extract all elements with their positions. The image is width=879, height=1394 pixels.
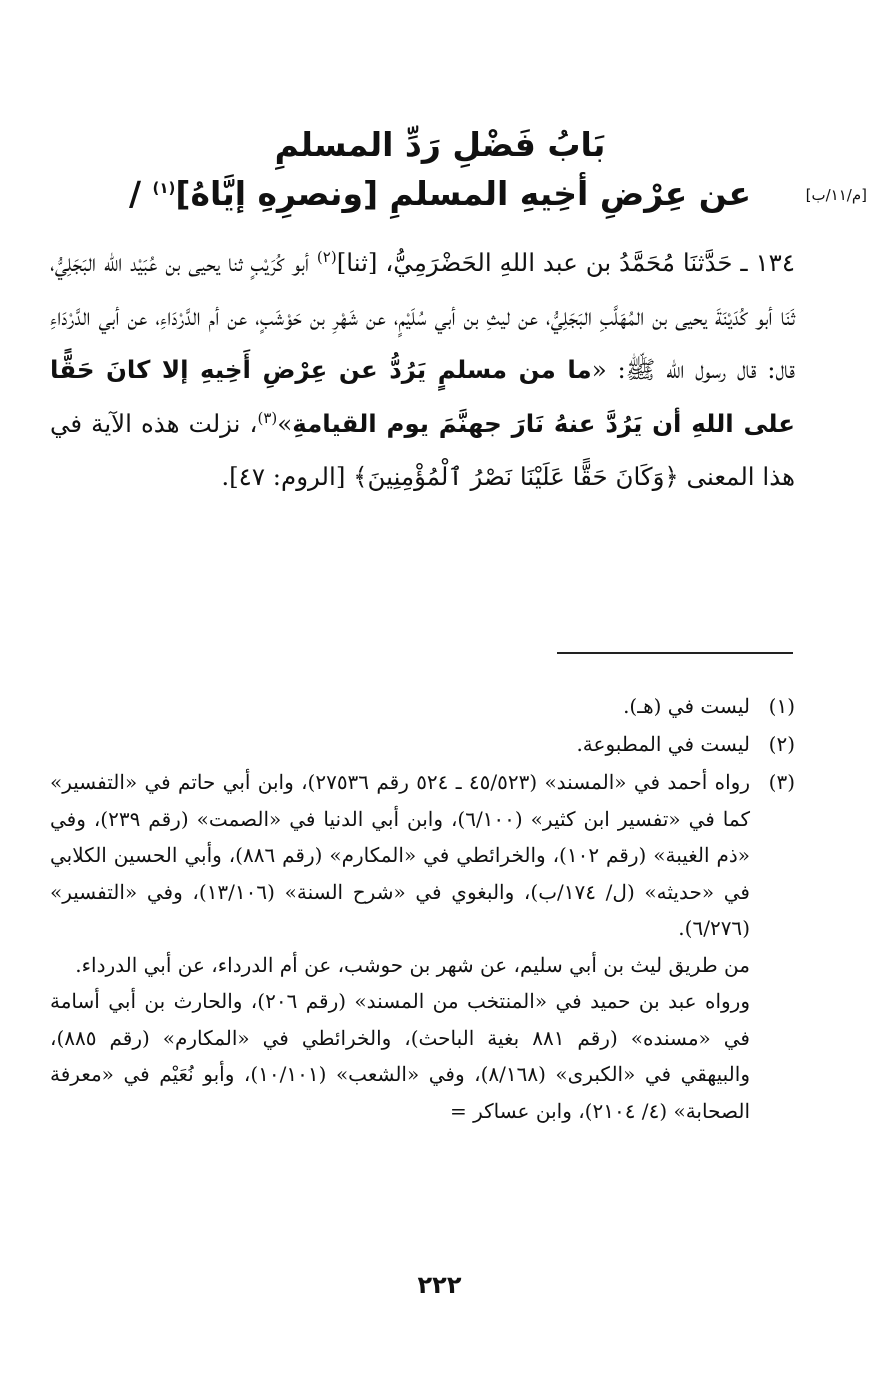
footnote-2	[50, 726, 795, 763]
folio-break-mark: /	[128, 174, 142, 213]
page-number: ٢٢٢	[417, 1271, 462, 1299]
footnote-1	[50, 688, 795, 725]
footnote-number: (٣)	[768, 770, 795, 794]
footnote-text: ليست في (هـ).	[623, 694, 750, 718]
hadith-chain-start: ١٣٤ ـ حَدَّثنَا مُحَمَّدُ بن عبد اللهِ الحَضْرَمِيُّ، [ثنا]	[336, 248, 795, 277]
footnote-marker-1: (١)	[152, 179, 176, 197]
footnote-paragraph-2: من طريق ليث بن أبي سليم، عن شهر بن حوشب، عن أم الدرداء، عن أبي الدرداء.	[75, 952, 750, 977]
footnote-marker-2: (٢)	[316, 247, 337, 266]
footnote-number: (٢)	[768, 732, 795, 756]
chapter-title-text: عن عِرْضِ أخِيهِ المسلمِ [ونصرِهِ إيَّاهُ]	[175, 174, 752, 213]
footnote-3	[50, 764, 795, 1129]
hadith-text	[50, 236, 795, 504]
footnote-number: (١)	[768, 694, 795, 718]
hadith-chain: أبو كُرَيْبٍ ثنا يحيى بن عُبَيْد الله البَجَلِيُّ، ثَنَا أبو كُدَيْنَةَ يحيى بن المُهَلَّبِ البَجَلِيُّ، عن ليثِ بن أبي سُلَيْمٍ، عن شَهْرِ بن حَوْشَبٍ، عن أم الدَّرْدَاءِ، عن أبي الدَّرْدَاءِ قال: قال رسول الله ﷺ: «	[50, 248, 795, 384]
footnote-text: ليست في المطبوعة.	[576, 732, 750, 756]
manuscript-folio-reference: [م/١١/ب]	[805, 186, 867, 204]
chapter-title-line-1: بَابُ فَضْلِ رَدِّ المسلمِ	[274, 125, 606, 164]
footnote-paragraph-3: ورواه عبد بن حميد في «المنتخب من المسند» (رقم ٢٠٦)، والحارث بن أبي أسامة في «مسنده» (رقم ٨٨١ بغية الباحث)، والخرائطي في «المكارم» (رقم ٨٨٥)، والبيهقي في «الكبرى» (٨/١٦٨)، وفي «الشعب» (١٠/١٠١)، وأبو نُعَيْم في «معرفة الصحابة» (٤/ ٢١٠٤)، وابن عساكر =	[50, 989, 750, 1123]
quote-close: »	[277, 408, 293, 438]
footnote-paragraph-1: رواه أحمد في «المسند» (٤٥/٥٢٣ ـ ٥٢٤ رقم ٢٧٥٣٦)، وابن أبي حاتم في «التفسير» كما في «تفسير ابن كثير» (٦/١٠٠)، وابن أبي الدنيا في «الصمت» (رقم ٢٣٩)، وفي «ذم الغيبة» (رقم ١٠٢)، والخرائطي في «المكارم» (رقم ٨٨٦)، وأبي الحسين الكلابي في «حديثه» (ل/ ١٧٤/ب)، والبغوي في «شرح السنة» (١٣/١٠٦)، وفي «التفسير» (٦/٢٧٦).	[50, 770, 750, 940]
footnote-separator	[557, 652, 793, 654]
footnote-marker-3: (٣)	[257, 408, 278, 427]
hadith-quote: ما من مسلمٍ يَرُدُّ عن عِرْضِ أَخِيهِ إلا كانَ حَقًّا على اللهِ أن يَرُدَّ عنهُ نَارَ جهنَّمَ يوم القيامةِ	[50, 355, 795, 438]
chapter-title-line-2	[60, 172, 820, 216]
hadith-commentary: ، نزلت هذه الآية في هذا المعنى ﴿وَكَانَ حَقًّا عَلَيْنَا نَصْرُ ٱلْمُؤْمِنِينَ﴾ [الروم: ٤٧].	[50, 408, 795, 491]
